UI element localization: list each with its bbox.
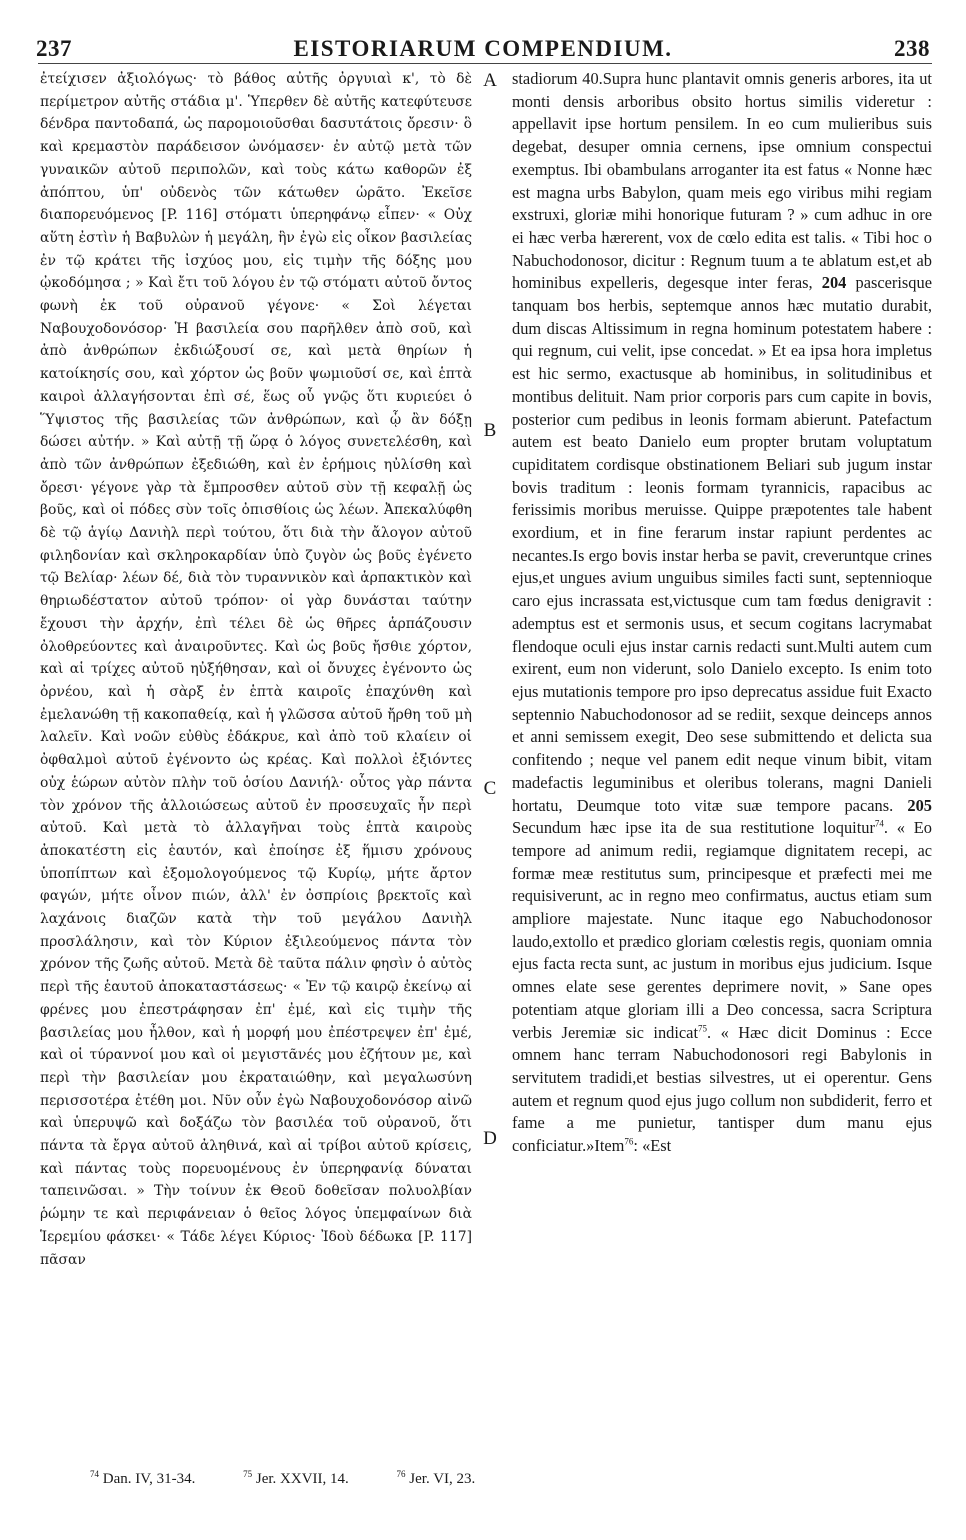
footnote-ref-74: 74 xyxy=(874,818,884,829)
footnote-text: Jer. VI, 23. xyxy=(409,1471,476,1487)
footnote xyxy=(243,1471,371,1487)
greek-column xyxy=(40,68,472,1468)
section-number-204: 204 xyxy=(821,273,847,293)
footnote-number: 76 xyxy=(396,1469,406,1479)
running-title: EISTORIARUM COMPENDIUM. xyxy=(293,36,673,61)
section-number-205: 205 xyxy=(907,795,932,815)
latin-text-part: : «Est xyxy=(633,1136,672,1156)
latin-text-part: . « Eo tempore ad animum redii, regiamque dignitatem recepi, ac formæ meæ restitutus sum, principesque et præfecti mei me requisiverunt, ac in regno meo confirmatus, auctus etiam sum ampliore majestate. Nunc itaque ego Nabuchodonosor laudo,extollo et prædico gloriam cœlestis regis, quoniam omnia ejus facta recta sunt, ac justum in moribus ejus judicium. Isque omnes elate sese gerentes deprimere novit, » Sane opes potentiam atque gloriam illi a Deo concessa, sacra Scriptura verbis Jeremiæ sic indicat xyxy=(512,818,932,1042)
section-marker-b: B xyxy=(483,420,497,441)
footnote-text: Dan. IV, 31-34. xyxy=(102,1471,196,1487)
footnote-number: 75 xyxy=(243,1469,253,1479)
page-number-right: 238 xyxy=(894,36,930,61)
section-marker-a: A xyxy=(483,70,497,91)
footnotes xyxy=(90,1471,510,1488)
running-header xyxy=(36,36,930,60)
latin-text-part: Secundum hæc ipse ita de sua restitutione loquitur xyxy=(512,818,875,838)
latin-text xyxy=(512,68,932,1158)
section-marker-c: C xyxy=(483,778,497,799)
greek-text: ἐτείχισεν ἀξιολόγως· τὸ βάθος αὐτῆς ὀργυιαὶ κ', τὸ δὲ περίμετρον αὐτῆς στάδια μ'. Ὑπερθεν δὲ αὐτῆς κατεφύτευσε δένδρα παντοδαπά, ὡς παρομοιοῦσθαι δασυτάτοις ὄρεσιν· ὃ καὶ κρεμαστὸν παράδεισον ὠνόμασεν· ἐν αὐτῷ μετὰ τῶν γυναικῶν αὐτοῦ περιπολῶν, καὶ τοὺς κάτω καθορῶν ἐξ ἀπόπτου, ὑπ' οὐδενὸς τῶν κάτωθεν ὡρᾶτο. Ἐκεῖσε διαπορευόμενος [P. 116] στόματι ὑπερηφάνῳ εἶπεν· « Οὐχ αὕτη ἐστὶν ἡ Βαβυλὼν ἡ μεγάλη, ἣν ἐγὼ εἰς οἶκον βασιλείας ἐν τῷ κράτει τῆς ἰσχύος μου, εἰς τιμὴν τῆς δόξης μου ᾠκοδόμησα ; » Καὶ ἔτι τοῦ λόγου ἐν τῷ στόματι αὐτοῦ ὄντος φωνὴ ἐκ τοῦ οὐρανοῦ γέγονε· « Σοὶ λέγεται Ναβουχοδονόσορ· Ἡ βασιλεία σου παρῆλθεν ἀπὸ σοῦ, καὶ ἀπὸ ἀνθρώπων ἐκδιώξουσί σε, καὶ μετὰ θηρίων ἡ κατοίκησίς σου, καὶ χόρτον ὡς βοῦν ψωμιοῦσί σε, καὶ ἑπτὰ καιροὶ ἀλλαγήσονται ἐπὶ σέ, ἕως οὗ γνῷς ὅτι κυριεύει ὁ Ὕψιστος τῆς βασιλείας τῶν ἀνθρώπων, καὶ ᾧ ἂν δόξῃ δώσει αὐτήν. » Καὶ αὐτῇ τῇ ὥρᾳ ὁ λόγος συνετελέσθη, καὶ ἀπὸ τῶν ἀνθρώπων ἐξεδιώθη, καὶ ἐν ἐρήμοις ηὐλίσθη καὶ ὄρεσι· γέγονε γὰρ τὰ ἔμπροσθεν αὐτοῦ σὺν τῇ κεφαλῇ ὡς βοῦς, καὶ οἱ πόδες σὺν τοῖς ὀπισθίοις ὡς λέων. Ἀπεκαλύφθη δὲ τῷ ἁγίῳ Δανιὴλ περὶ τούτου, ὅτι διὰ τὴν ἄλογον αὐτοῦ φιληδονίαν καὶ σκληροκαρδίαν ὑπὸ ζυγὸν ὡς βοῦς ἐγένετο τῷ Βελίαρ· λέων δέ, διὰ τὸν τυραννικὸν καὶ ἁρπακτικὸν καὶ θηριωδέστατον αὐτοῦ τρόπον· οἱ γὰρ δυνάσται ταύτην ἔχουσι τὴν ἀρχήν, ἐπὶ τέλει δὲ ὡς θῆρες ἁρπάζουσιν ὀλοθρεύοντες καὶ ἀναιροῦντες. Καὶ ὡς βοῦς ἤσθιε χόρτον, καὶ αἱ τρίχες αὐτοῦ ηὐξήθησαν, καὶ οἱ ὄνυχες ἐγένοντο ὡς ὀρνέου, καὶ ἡ σὰρξ ἐν ἑπτὰ καιροῖς ἐπαχύνθη καὶ ἐμελανώθη τῇ κακοπαθείᾳ, καὶ ἡ γλῶσσα αὐτοῦ ἤρθη τοῦ μὴ λαλεῖν. Καὶ νοῶν εὐθὺς ἐδάκρυε, καὶ ἀπὸ τοῦ κλαίειν οἱ ὀφθαλμοὶ αὐτοῦ ἐγένοντο ὡς κρέας. Καὶ πολλοὶ ἐξιόντες οὐχ ἑώρων αὐτὸν πλὴν τοῦ ὁσίου Δανιήλ· οὗτος γὰρ πάντα τὸν χρόνον τῆς ἀλλοιώσεως αὐτοῦ ἐν προσευχαῖς ἦν περὶ αὐτοῦ. Καὶ μετὰ τὸ ἀλλαγῆναι τοὺς ἑπτὰ καιροὺς ἀποκατέστη εἰς ἑαυτόν, καὶ ἐποίησε ἐξ ἥμισυ χρόνους ὑποπίπτων καὶ ἐξομολογούμενος τῷ Κυρίῳ, μήτε ἄρτον φαγών, μήτε οἶνον πιών, ἀλλ' ἐν ὀσπρίοις βρεκτοῖς καὶ λαχάνοις διαζῶν κατὰ τὴν τοῦ μεγάλου Δανιὴλ προσλάλησιν, καὶ τὸν Κύριον ἐξιλεούμενος πάντα τὸν χρόνον τῆς ζωῆς αὐτοῦ. Μετὰ δὲ ταῦτα πάλιν φησὶν ὁ αὐτὸς περὶ τῆς ἑαυτοῦ ἀποκαταστάσεως· « Ἐν τῷ καιρῷ ἐκείνῳ αἱ φρένες μου ἐπεστράφησαν ἐπ' ἐμέ, καὶ εἰς τιμὴν τῆς βασιλείας μου ἦλθον, καὶ ἡ μορφή μου ἐπέστρεψεν ἐπ' ἐμέ, καὶ οἱ τύραννοί μου καὶ οἱ μεγιστᾶνές μου ἐζήτουν με, καὶ περὶ τὴν βασιλείαν μου ἐκραταιώθην, καὶ μεγαλωσύνη περισσοτέρα ἐτέθη μοι. Νῦν οὖν ἐγὼ Ναβουχοδονόσορ αἰνῶ καὶ ὑπερυψῶ καὶ δοξάζω τὸν βασιλέα τοῦ οὐρανοῦ, ὅτι πάντα τὰ ἔργα αὐτοῦ ἀληθινά, καὶ αἱ τρίβοι αὐτοῦ κρίσεις, καὶ πάντας τοὺς πορευομένους ἐν ὑπερηφανίᾳ δύναται ταπεινῶσαι. » Τὴν τοίνυν ἐκ Θεοῦ δοθεῖσαν πολυολβίαν ῥώμην τε καὶ περιφάνειαν ὁ θεῖος λόγος ὑπεμφαίνων διὰ Ἱερεμίου φάσκει· « Τάδε λέγει Κύριος· Ἰδοὺ δέδωκα [P. 117] πᾶσαν xyxy=(40,71,472,1268)
footnote xyxy=(90,1471,217,1487)
footnote-ref-75: 75 xyxy=(698,1023,707,1034)
latin-column xyxy=(512,68,932,1468)
footnote-number: 74 xyxy=(90,1469,99,1479)
footnote xyxy=(397,1471,498,1487)
page-number-left: 237 xyxy=(36,36,72,61)
footnote-text: Jer. XXVII, 14. xyxy=(255,1471,349,1487)
latin-text-part: pascerisque tanquam bos herbis, septemque annos hæc mutatio durabit, dum discas Altissimum in regna hominum potestatem habere : qui regnum, cui velit, ipse concedat. » Et ea ipsa hora impletus est hic sermo, exactusque ab hominibus, in solitudinibus et montibus delituit. Nam prior corporis pars cum capite in bovis, posterior cum pedibus in leonis formam abierunt. Patefactum autem est beato Danielo eum propter brutam voluptatum cupiditatem cordisque obstinationem Beliari sub jugum instar bovis traditum : leonis formam tyrannicis, rapacibus ac ferissimis moribus meruisse. Quippe præpotentes tale habent exordium, et in fine ferarum instar rapiunt perdentes ac necantes.Is ergo bovis instar herba se pavit, creveruntque crines ejus,et ungues avium unguibus similes facti sunt, septennioque caro ejus incrassata est,victusque cum tam fœdus denigravit : ademptus est et sermonis usus, et secum cogitans lacrymabat flendoque oculi ejus instar carnis redacti sunt.Multi autem cum exirent, eum non viderunt, solo Danielo excepto. Is enim toto ejus mutationis tempore pro ipso deprecatus assidue fuit Exacto septennio Nabuchodonosor ad se rediit, sexque deinceps annos et anni semissem exegit, Deo sese submittendo et delicta sua confitendo ; neque vel panem edit neque vinum bibit, vitam madefactis leguminibus et oleribus tolerans, magni Danieli hortatu, Deumque toto vitæ suæ tempore pacans. xyxy=(512,273,932,815)
header-rule xyxy=(38,63,932,64)
latin-text-part: . « Hæc dicit Dominus : Ecce omnem hanc terram Nabuchodonosori regi Babylonis in servitutem tradidi,et bestias silvestres, ut ei operentur. Gens autem et regnum quod ejus jugo collum non subdiderit, ferro et fame a me punietur, tantisper dum manu ejus conficiatur.»Item xyxy=(512,1022,932,1156)
latin-text-part: stadiorum 40.Supra hunc plantavit omnis generis arbores, ita ut monti densis arboribus obsito hortus similis videretur : appellavit ipse hortum pensilem. In eo cum mulieribus suis degebat, desuper omnia cernens, ipse omnium conspectui exemptus. Ibi obambulans arroganter ita est fatus « Nonne hæc est magna urbs Babylon, quam meis ego viribus mihi regiam exstruxi, gloriæ mihi honorique futuram ? » cum adhuc in ore ei hæc verba hærerent, vox de cœlo edita est talis. « Tibi hoc o Nabuchodonosor, dicitur : Regnum tuum a te ablatum est,et ab hominibus expelleris, degesque inter feras, xyxy=(512,69,932,293)
footnote-ref-76: 76 xyxy=(624,1136,634,1147)
section-marker-d: D xyxy=(483,1128,497,1149)
